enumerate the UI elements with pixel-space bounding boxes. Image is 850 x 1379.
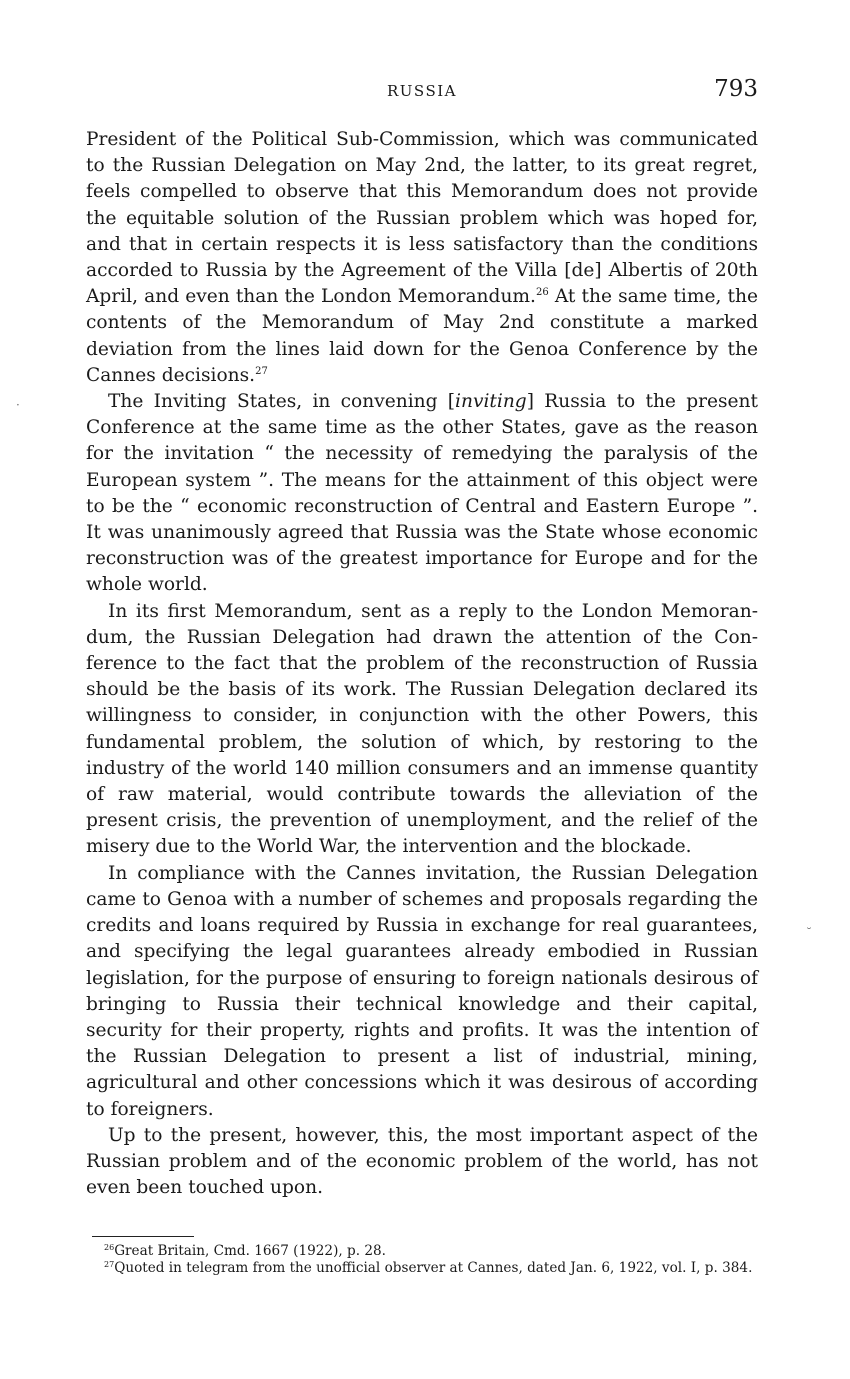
paragraph-1: [86, 127, 758, 389]
paragraph-2-text-a: The Inviting States, in convening [: [108, 391, 456, 413]
footnote-27: [86, 1260, 758, 1277]
footnote-26: [86, 1243, 758, 1260]
paragraph-3: In its first Memorandum, sent as a reply to the London Memorandum, the Russian Delegation had drawn the attention of the Conference to the fact that the problem of the reconstruction of Russia should be the basis of its work. The Russian Delegation declared its willingness to consider, in conjunction with the other Powers, this fundamental problem, the solution of which, by restoring to the industry of the world 140 million consumers and an immense quantity of raw material, would contribute towards the alleviation of the present crisis, the prevention of unemployment, and the relief of the misery due to the World War, the intervention and the blockade.: [86, 600, 758, 858]
paragraph-5: Up to the present, however, this, the most important aspect of the Russian problem and of the economic problem of the world, has not even been touched upon.: [86, 1124, 758, 1199]
paragraph-1-text-b: At the same time, the contents of the Memorandum of May 2nd constitute a marked deviation from the lines laid down for the Genoa Conference by the Cannes decisions.: [86, 286, 758, 386]
footnotes: [86, 1243, 758, 1276]
footnote-ref-26: 26: [535, 287, 549, 299]
page-header: [86, 76, 758, 112]
paragraph-2: [86, 389, 758, 599]
paragraph-2-italic-word: inviting: [455, 391, 527, 413]
paragraph-2-text-b: ] Russia to the present Conference at the same time as the other States, gave as the reason for the invitation “ the necessity of remedying the paralysis of the European system ”. The means for the attainment of this object were to be the “ economic reconstruction of Central and Eastern Europe ”. It was unanimously agreed that Russia was the State whose economic reconstruction was of the greatest importance for Europe and for the whole world.: [86, 391, 758, 596]
footnote-mark: 26: [104, 1243, 115, 1252]
footnote-ref-27: 27: [255, 365, 268, 377]
footnote-rule: [92, 1236, 194, 1237]
running-head: RUSSIA: [387, 82, 457, 100]
footnote-mark: 27: [104, 1259, 115, 1269]
paragraph-1-text-a: President of the Political Sub-Commission, which was communicated to the Russian Delegation on May 2nd, the latter, to its great regret, feels compelled to observe that this Memorandum does not provide the equitable solution of the Russian problem which was hoped for, and that in certain respects it is less satisfactory than the conditions accorded to Russia by the Agreement of the Villa [de] Albertis of 20th April, and even than the London Memorandum.: [86, 129, 758, 308]
paragraph-4: In compliance with the Cannes invitation, the Russian Delegation came to Genoa with a number of schemes and proposals regarding the credits and loans required by Russia in exchange for real guarantees, and specifying the legal guarantees already embodied in Russian legislation, for the purpose of ensuring to foreign nationals desirous of bringing to Russia their technical knowledge and their capital, security for their property, rights and profits. It was the intention of the Russian Delegation to present a list of industrial, mining, agricultural and other concessions which it was desirous of according to foreigners.: [86, 862, 758, 1120]
footnote-text: Quoted in telegram from the unofficial observer at Cannes, dated Jan. 6, 1922, vol. I, p. 384.: [114, 1259, 753, 1276]
main-text: [86, 127, 758, 1201]
page-number: 793: [714, 76, 758, 102]
footnote-text: Great Britain, Cmd. 1667 (1922), p. 28.: [114, 1243, 386, 1259]
scan-speck: ˘: [806, 926, 812, 940]
scan-speck: ·: [16, 398, 20, 412]
